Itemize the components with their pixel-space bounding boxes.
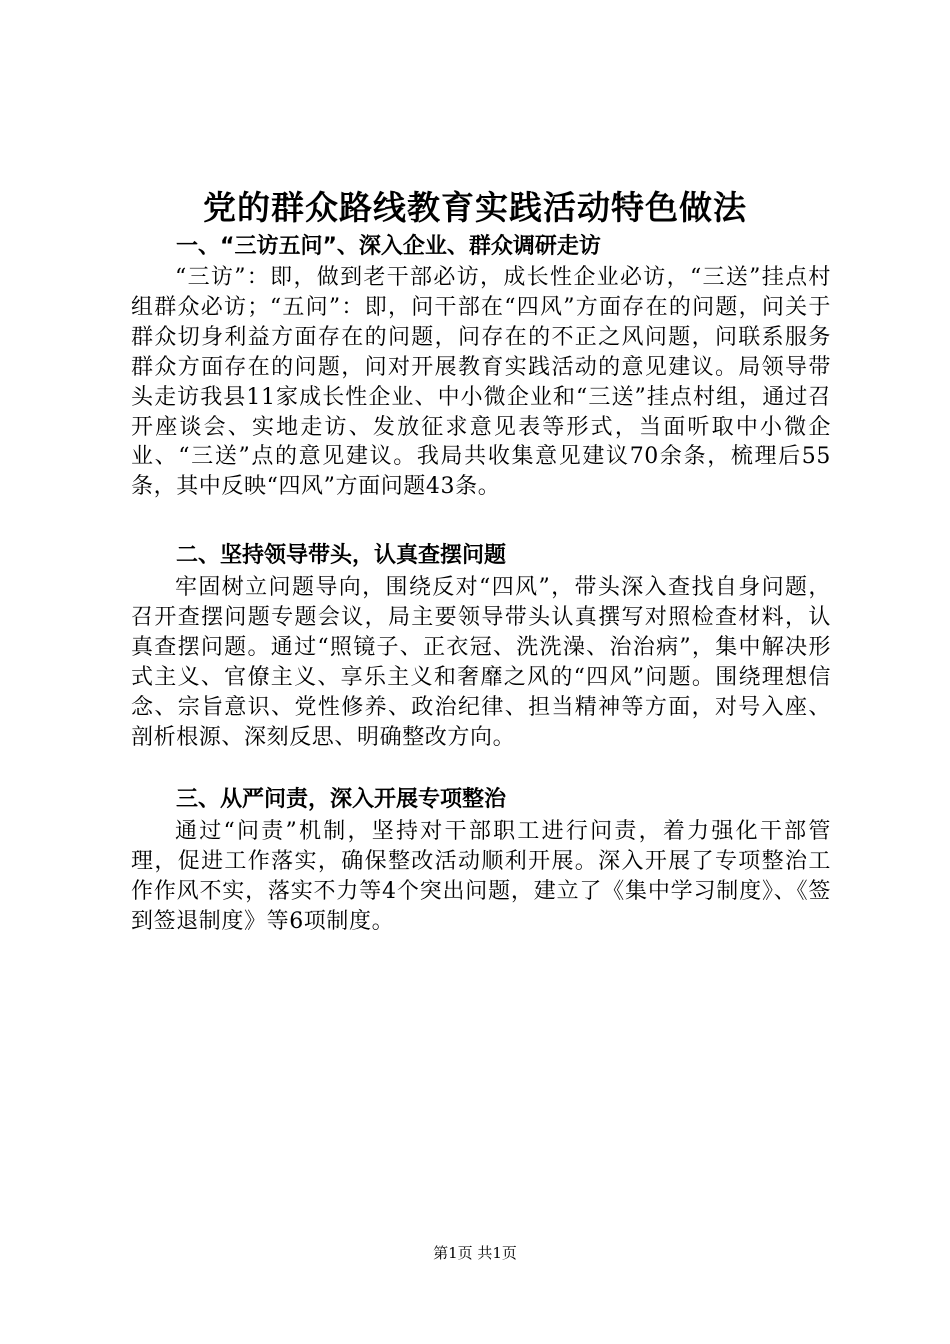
section-body-2: 牢固树立问题导向，围绕反对“四风”，带头深入查找自身问题，召开查摆问题专题会议，局主要领导带头认真撰写对照检查材料，认真查摆问题。通过“照镜子、正衣冠、洗洗澡、治治病”，集中解决形式主义、官僚主义、享乐主义和奢靡之风的“四风”问题。围绕理想信念、宗旨意识、党性修养、政治纪律、担当精神等方面，对号入座、剖析根源、深刻反思、明确整改方向。 bbox=[131, 575, 831, 750]
section-body-3: 通过“问责”机制，坚持对干部职工进行问责，着力强化干部管理，促进工作落实，确保整改活动顺利开展。深入开展了专项整治工作作风不实，落实不力等4个突出问题，建立了《集中学习制度》、《签到签退制度》等6项制度。 bbox=[131, 819, 831, 934]
page-title: 党的群众路线教育实践活动特色做法 bbox=[203, 188, 747, 227]
page-footer: 第1页 共1页 bbox=[433, 1244, 517, 1262]
section-heading-2: 二、坚持领导带头，认真查摆问题 bbox=[176, 543, 507, 568]
section-heading-1: 一、“三访五问”、深入企业、群众调研走访 bbox=[176, 234, 601, 259]
section-body-1: “三访”：即，做到老干部必访，成长性企业必访，“三送”挂点村组群众必访；“五问”：即，问干部在“四风”方面存在的问题，问关于群众切身利益方面存在的问题，问存在的不正之风问题，问联系服务群众方面存在的问题，问对开展教育实践活动的意见建议。局领导带头走访我县11家成长性企业、中小微企业和“三送”挂点村组，通过召开座谈会、实地走访、发放征求意见表等形式，当面听取中小微企业、“三送”点的意见建议。我局共收集意见建议70余条，梳理后55条，其中反映“四风”方面问题43条。 bbox=[131, 265, 831, 500]
section-heading-3: 三、从严问责，深入开展专项整治 bbox=[176, 787, 507, 812]
